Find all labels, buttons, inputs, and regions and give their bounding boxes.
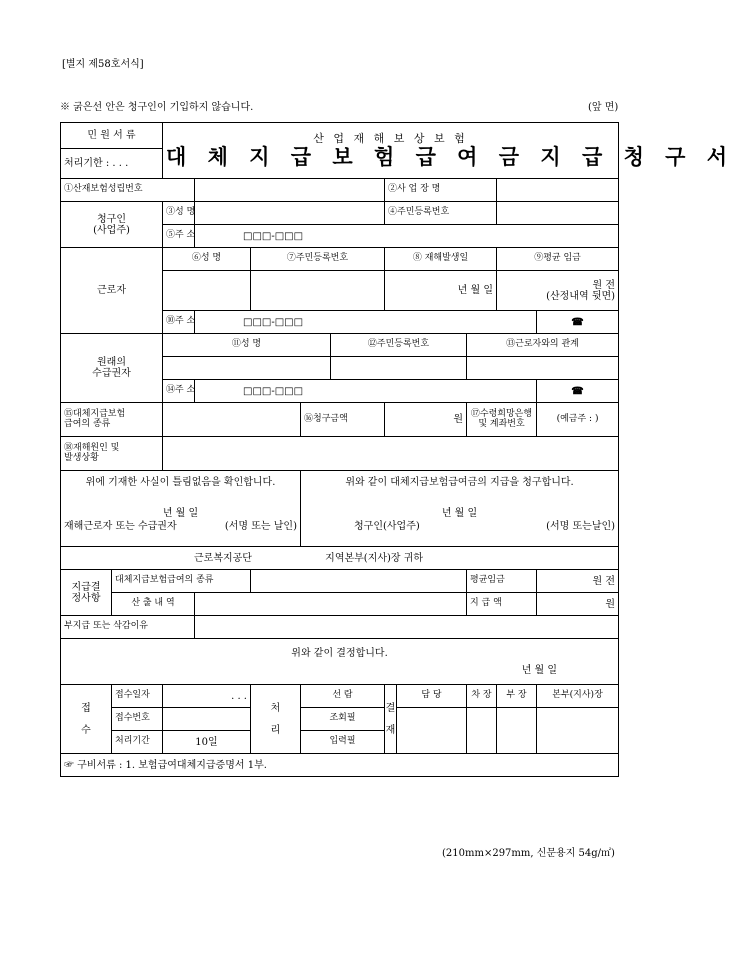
postal-code-boxes: □□□-□□□ xyxy=(243,316,304,328)
claimant-address-label: ⑤주 소 xyxy=(163,225,195,248)
title-block xyxy=(163,123,734,179)
phone-icon: ☎ xyxy=(571,385,584,397)
confirmation-text: 위에 기재한 사실이 틀림없음을 확인합니다. xyxy=(85,477,276,488)
claimant-rrn-label: ④주민등록번호 xyxy=(385,202,497,225)
claimant-name-label: ③성 명 xyxy=(163,202,195,225)
paid-amount-label: 지 급 액 xyxy=(467,593,537,616)
addressee-row xyxy=(61,547,619,570)
staff-label: 담 당 xyxy=(397,685,467,708)
receipt-date-field[interactable] xyxy=(163,685,251,708)
decision-avg-wage-won: 원 전 xyxy=(592,575,616,587)
decision-kind-field[interactable] xyxy=(251,570,467,593)
decision-statement: 위와 같이 결정합니다. xyxy=(291,647,388,659)
insurance-number-field[interactable] xyxy=(195,179,385,202)
receipt-number-field[interactable] xyxy=(163,708,251,731)
decision-date: 년 월 일 xyxy=(521,664,558,676)
worker-address-field[interactable] xyxy=(195,311,537,334)
required-documents-text: ☞ 구비서류 : 1. 보험급여대체지급증명서 1부. xyxy=(64,759,267,771)
worker-name-label: ⑥성 명 xyxy=(163,248,251,271)
depositor-label: (예금주 : ) xyxy=(556,413,599,424)
phone-icon: ☎ xyxy=(571,316,584,328)
confirmation-block xyxy=(61,471,301,547)
worker-label: 근로자 xyxy=(61,248,163,334)
claimant-address-field[interactable] xyxy=(195,225,619,248)
insurance-number-label: ①산재보험성립번호 xyxy=(61,179,195,202)
avg-wage-label: ⑨평균 임금 xyxy=(497,248,619,271)
required-documents xyxy=(61,754,619,777)
avg-wage-note: (산정내역 뒷면) xyxy=(546,290,616,302)
front-page-label: (앞 면) xyxy=(588,102,619,113)
accident-date-field[interactable] xyxy=(385,271,497,311)
non-payment-reason-label: 부지급 또는 삭감이유 xyxy=(61,616,195,639)
original-beneficiary-label: 원래의 수급권자 xyxy=(61,334,163,403)
avg-wage-won: 원 전 xyxy=(592,279,616,291)
claim-statement-date: 년 월 일 xyxy=(441,508,478,519)
form-reference: [별지 제58호서식] xyxy=(62,59,144,70)
worker-phone-field[interactable] xyxy=(537,311,619,334)
claim-statement-block xyxy=(301,471,619,547)
approval-label: 결 재 xyxy=(385,685,397,754)
claim-amount-field[interactable] xyxy=(385,403,467,437)
form-subtitle: 산 업 재 해 보 상 보 험 xyxy=(313,131,468,145)
receipt-date-dots: . . . xyxy=(231,690,247,702)
confirmation-signer: 재해근로자 또는 수급권자 xyxy=(64,521,177,532)
beneficiary-name-label: ⑪성 명 xyxy=(163,334,331,357)
confirmation-sign-note[interactable]: (서명 또는 날인) xyxy=(224,521,297,532)
beneficiary-address-field[interactable] xyxy=(195,380,537,403)
worker-address-label: ⑩주 소 xyxy=(163,311,195,334)
form-title: 대 체 지 급 보 험 급 여 금 지 급 청 구 서 xyxy=(166,144,734,169)
decision-kind-label: 대체지급보험급여의 종류 xyxy=(112,570,251,593)
deadline-label: 처리기한 : xyxy=(64,158,110,169)
accident-cause-label: ⑱재해원인 및 발생상황 xyxy=(61,437,163,471)
beneficiary-rrn-field[interactable] xyxy=(331,357,467,380)
postal-code-boxes: □□□-□□□ xyxy=(243,230,304,242)
relationship-field[interactable] xyxy=(467,357,619,380)
claim-statement-sign-note[interactable]: (서명 또는날인) xyxy=(546,521,616,532)
decision-label: 지급결 정사항 xyxy=(61,570,112,616)
claim-statement-text: 위와 같이 대체지급보험급여금의 지급을 청구합니다. xyxy=(345,477,574,488)
input-done-label: 입력필 xyxy=(301,731,385,754)
bank-account-label: ⑰수령희망은행 및 계좌번호 xyxy=(467,403,537,437)
director-sign-field[interactable] xyxy=(537,708,619,754)
claimant-rrn-field[interactable] xyxy=(497,202,619,225)
agency-name: 근로복지공단 xyxy=(194,552,252,564)
accident-date-ymd: 년 월 일 xyxy=(457,285,493,296)
processing-period-label: 처리기간 xyxy=(112,731,163,754)
decision-avg-wage-field[interactable] xyxy=(537,570,619,593)
relationship-label: ⑬근로자와의 관계 xyxy=(467,334,619,357)
accident-cause-field[interactable] xyxy=(163,437,619,471)
workplace-name-label: ②사 업 장 명 xyxy=(385,179,497,202)
confirmation-date: 년 월 일 xyxy=(162,508,199,519)
receipt-number-label: 접수번호 xyxy=(112,708,163,731)
claim-amount-unit: 원 xyxy=(453,414,463,425)
receipt-label: 접 수 xyxy=(61,685,112,754)
director-label: 본부(지사)장 xyxy=(537,685,619,708)
calculation-field[interactable] xyxy=(195,593,467,616)
non-payment-reason-field[interactable] xyxy=(195,616,619,639)
worker-rrn-field[interactable] xyxy=(251,271,385,311)
processing-label: 처 리 xyxy=(251,685,301,754)
claim-amount-label: ⑯청구금액 xyxy=(301,403,385,437)
worker-rrn-label: ⑦주민등록번호 xyxy=(251,248,385,271)
avg-wage-field[interactable] xyxy=(497,271,619,311)
calculation-label: 산 출 내 역 xyxy=(112,593,195,616)
beneficiary-address-label: ⑭주 소 xyxy=(163,380,195,403)
claim-statement-signer: 청구인(사업주) xyxy=(354,521,420,532)
receipt-date-label: 접수일자 xyxy=(112,685,163,708)
paid-amount-field[interactable] xyxy=(537,593,619,616)
claimant-name-field[interactable] xyxy=(195,202,385,225)
review-label: 선 람 xyxy=(301,685,385,708)
deputy-sign-field[interactable] xyxy=(467,708,497,754)
staff-sign-field[interactable] xyxy=(397,708,467,754)
civil-doc-label: 민 원 서 류 xyxy=(61,123,163,149)
manager-sign-field[interactable] xyxy=(497,708,537,754)
beneficiary-name-field[interactable] xyxy=(163,357,331,380)
instruction-note: ※ 굵은선 안은 청구인이 기입하지 않습니다. xyxy=(60,102,254,113)
deadline-cell[interactable] xyxy=(61,149,163,179)
postal-code-boxes: □□□-□□□ xyxy=(243,385,304,397)
decision-avg-wage-label: 평균임금 xyxy=(467,570,537,593)
benefit-type-field[interactable] xyxy=(163,403,301,437)
bank-account-field[interactable] xyxy=(537,403,619,437)
decision-statement-block xyxy=(61,639,619,685)
manager-label: 부 장 xyxy=(497,685,537,708)
inquiry-done-label: 조회필 xyxy=(301,708,385,731)
claimant-label: 청구인 (사업주) xyxy=(61,202,163,248)
benefit-type-label: ⑮대체지급보험 급여의 종류 xyxy=(61,403,163,437)
workplace-name-field[interactable] xyxy=(497,179,619,202)
addressee-head: 지역본부(지사)장 귀하 xyxy=(325,552,424,564)
paid-amount-unit: 원 xyxy=(605,598,616,610)
deputy-label: 차 장 xyxy=(467,685,497,708)
worker-name-field[interactable] xyxy=(163,271,251,311)
accident-date-label: ⑧ 재해발생일 xyxy=(385,248,497,271)
processing-period-value: 10일 xyxy=(163,731,251,754)
claim-form xyxy=(60,122,734,777)
paper-spec: (210mm×297mm, 신문용지 54g/㎡) xyxy=(442,848,615,859)
beneficiary-phone-field[interactable] xyxy=(537,380,619,403)
beneficiary-rrn-label: ⑫주민등록번호 xyxy=(331,334,467,357)
deadline-dots: . . . xyxy=(112,158,129,169)
